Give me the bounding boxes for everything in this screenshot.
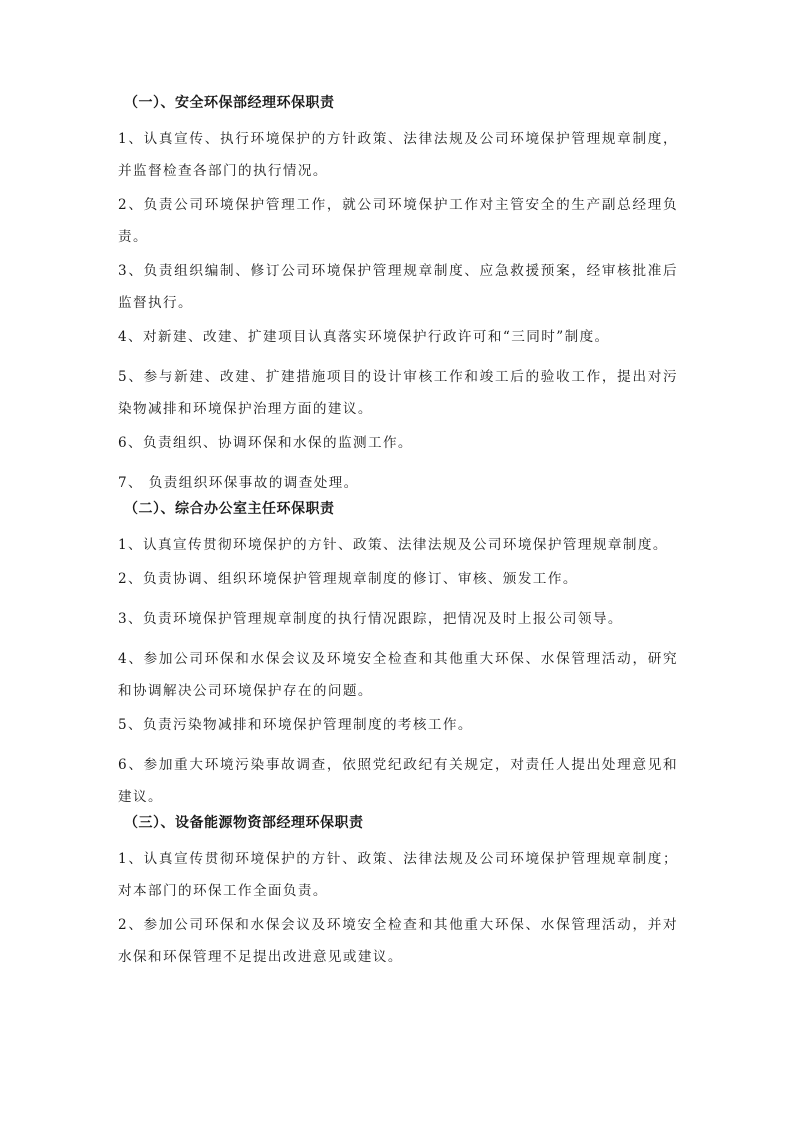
paragraph: 1、认真宣传、执行环境保护的方针政策、法律法规及公司环境保护管理规章制度，并监督检查各部门的执行情况。 — [118, 131, 678, 179]
paragraph: 5、负责污染物减排和环境保护管理制度的考核工作。 — [118, 717, 473, 733]
paragraph: 1、认真宣传贯彻环境保护的方针、政策、法律法规及公司环境保护管理规章制度。 — [118, 537, 668, 553]
paragraph: 1、认真宣传贯彻环境保护的方针、政策、法律法规及公司环境保护管理规章制度；对本部门的环保工作全面负责。 — [118, 851, 678, 899]
paragraph: 6、参加重大环境污染事故调查，依照党纪政纪有关规定，对责任人提出处理意见和建议。 — [118, 757, 678, 805]
paragraph: 2、负责协调、组织环境保护管理规章制度的修订、审核、颁发工作。 — [118, 571, 578, 587]
paragraph: 3、负责环境保护管理规章制度的执行情况跟踪，把情况及时上报公司领导。 — [118, 611, 623, 627]
document-body — [118, 93, 678, 973]
paragraph: 6、负责组织、协调环保和水保的监测工作。 — [118, 435, 413, 451]
paragraph: 4、对新建、改建、扩建项目认真落实环境保护行政许可和“三同时”制度。 — [118, 329, 610, 345]
section-heading: （一）、安全环保部经理环保职责 — [124, 95, 335, 111]
paragraph: 2、负责公司环境保护管理工作，就公司环境保护工作对主管安全的生产副总经理负责。 — [118, 197, 678, 245]
paragraph: 5、参与新建、改建、扩建措施项目的设计审核工作和竣工后的验收工作，提出对污染物减排和环境保护治理方面的建议。 — [118, 369, 678, 417]
section-heading: （二）、综合办公室主任环保职责 — [124, 501, 335, 517]
paragraph: 3、负责组织编制、修订公司环境保护管理规章制度、应急救援预案，经审核批准后监督执行。 — [118, 263, 678, 311]
paragraph: 2、参加公司环保和水保会议及环境安全检查和其他重大环保、水保管理活动，并对水保和环保管理不足提出改进意见或建议。 — [118, 917, 678, 965]
paragraph: 7、 负责组织环保事故的调查处理。 — [118, 475, 359, 491]
paragraph: 4、参加公司环保和水保会议及环境安全检查和其他重大环保、水保管理活动，研究和协调解决公司环境保护存在的问题。 — [118, 651, 678, 699]
section-heading: （三）、设备能源物资部经理环保职责 — [124, 815, 364, 831]
